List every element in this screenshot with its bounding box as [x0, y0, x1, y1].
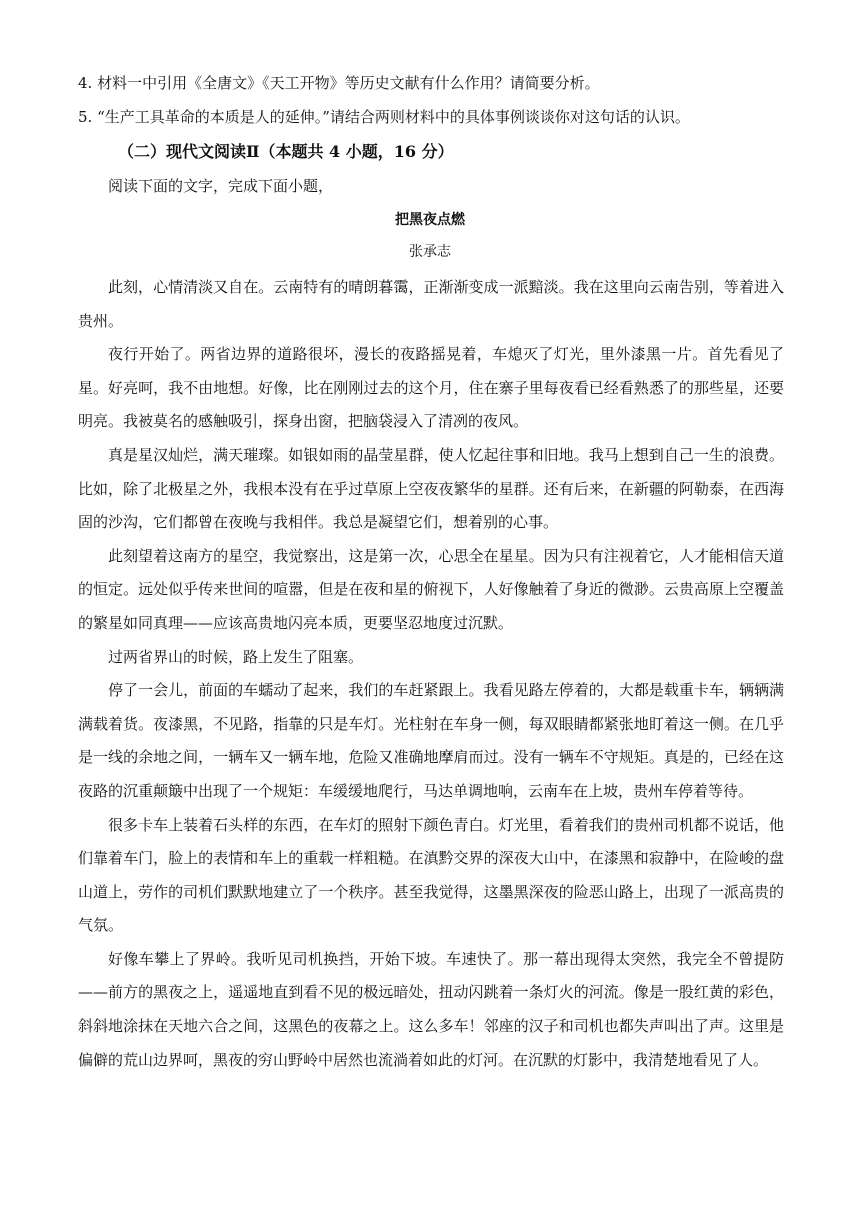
article-paragraph-8: 好像车攀上了界岭。我听见司机换挡，开始下坡。车速快了。那一幕出现得太突然，我完全不曾提防——前方的黑夜之上，遥遥地直到看不见的极远暗处，扭动闪跳着一条灯火的河流。像是一股红黄的彩色，斜斜地涂抹在天地六合之间，这黑色的夜幕之上。这么多车！邻座的汉子和司机也都失声叫出了声。这里是偏僻的荒山边界呵，黑夜的穷山野岭中居然也流淌着如此的灯河。在沉默的灯影中，我清楚地看见了人。	[78, 949, 784, 1069]
question-5	[78, 107, 798, 127]
article-paragraph-7: 很多卡车上装着石头样的东西，在车灯的照射下颜色青白。灯光里，看着我们的贵州司机都不说话，他们靠着车门，脸上的表情和车上的重载一样粗糙。在滇黔交界的深夜大山中，在漆黑和寂静中，在险峻的盘山道上，劳作的司机们默默地建立了一个秩序。甚至我觉得，这墨黑深夜的险恶山路上，出现了一派高贵的气氛。	[78, 815, 784, 935]
section-heading: （二）现代文阅读Ⅱ（本题共 4 小题，16 分）	[118, 142, 454, 161]
question-number: 4.	[78, 74, 93, 92]
article-body	[78, 271, 784, 1077]
article-paragraph-5: 过两省界山的时候，路上发生了阻塞。	[108, 647, 364, 666]
question-text: “生产工具革命的本质是人的延伸。”请结合两则材料中的具体事例谈谈你对这句话的认识。	[97, 108, 690, 126]
question-text: 材料一中引用《全唐文》《天工开物》等历史文献有什么作用？请简要分析。	[97, 74, 600, 92]
article-title: 把黑夜点燃	[395, 212, 465, 228]
article-paragraph-6: 停了一会儿，前面的车蠕动了起来，我们的车赶紧跟上。我看见路左停着的，大都是载重卡车，辆辆满满载着货。夜漆黑，不见路，指靠的只是车灯。光柱射在车身一侧，每双眼睛都紧张地盯着这一侧。在几乎是一线的余地之间，一辆车又一辆车地，危险又准确地摩肩而过。没有一辆车不守规矩。真是的，已经在这夜路的沉重颠簸中出现了一个规矩：车缓缓地爬行，马达单调地响，云南车在上坡，贵州车停着等待。	[78, 681, 784, 800]
article-paragraph-4: 此刻望着这南方的星空，我觉察出，这是第一次，心思全在星星。因为只有注视着它，人才能相信天道的恒定。远处似乎传来世间的喧嚣，但是在夜和星的俯视下，人好像触着了身近的微渺。云贵高原上空覆盖的繁星如同真理——应该高贵地闪亮本质，更要坚忍地度过沉默。	[78, 546, 784, 632]
article-paragraph-3: 真是星汉灿烂，满天璀璨。如银如雨的晶莹星群，使人忆起往事和旧地。我马上想到自己一生的浪费。比如，除了北极星之外，我根本没有在乎过草原上空夜夜繁华的星群。还有后来，在新疆的阿勒泰，在西海固的沙沟，它们都曾在夜晚与我相伴。我总是凝望它们，想着别的心事。	[78, 445, 784, 532]
question-4	[78, 73, 798, 93]
article-paragraph-2: 夜行开始了。两省边界的道路很坏，漫长的夜路摇晃着，车熄灭了灯光，里外漆黑一片。首先看见了星。好亮呵，我不由地想。好像，比在刚刚过去的这个月，住在寨子里每夜看已经看熟悉了的那些星，还要明亮。我被莫名的感触吸引，探身出窗，把脑袋浸入了清冽的夜风。	[78, 345, 784, 431]
question-number: 5.	[78, 108, 93, 126]
article-paragraph-1: 此刻，心情清淡又自在。云南特有的晴朗暮霭，正渐渐变成一派黯淡。我在这里向云南告别，等着进入贵州。	[78, 278, 784, 330]
article-author: 张承志	[409, 244, 451, 260]
reading-instruction: 阅读下面的文字，完成下面小题，	[108, 177, 334, 195]
